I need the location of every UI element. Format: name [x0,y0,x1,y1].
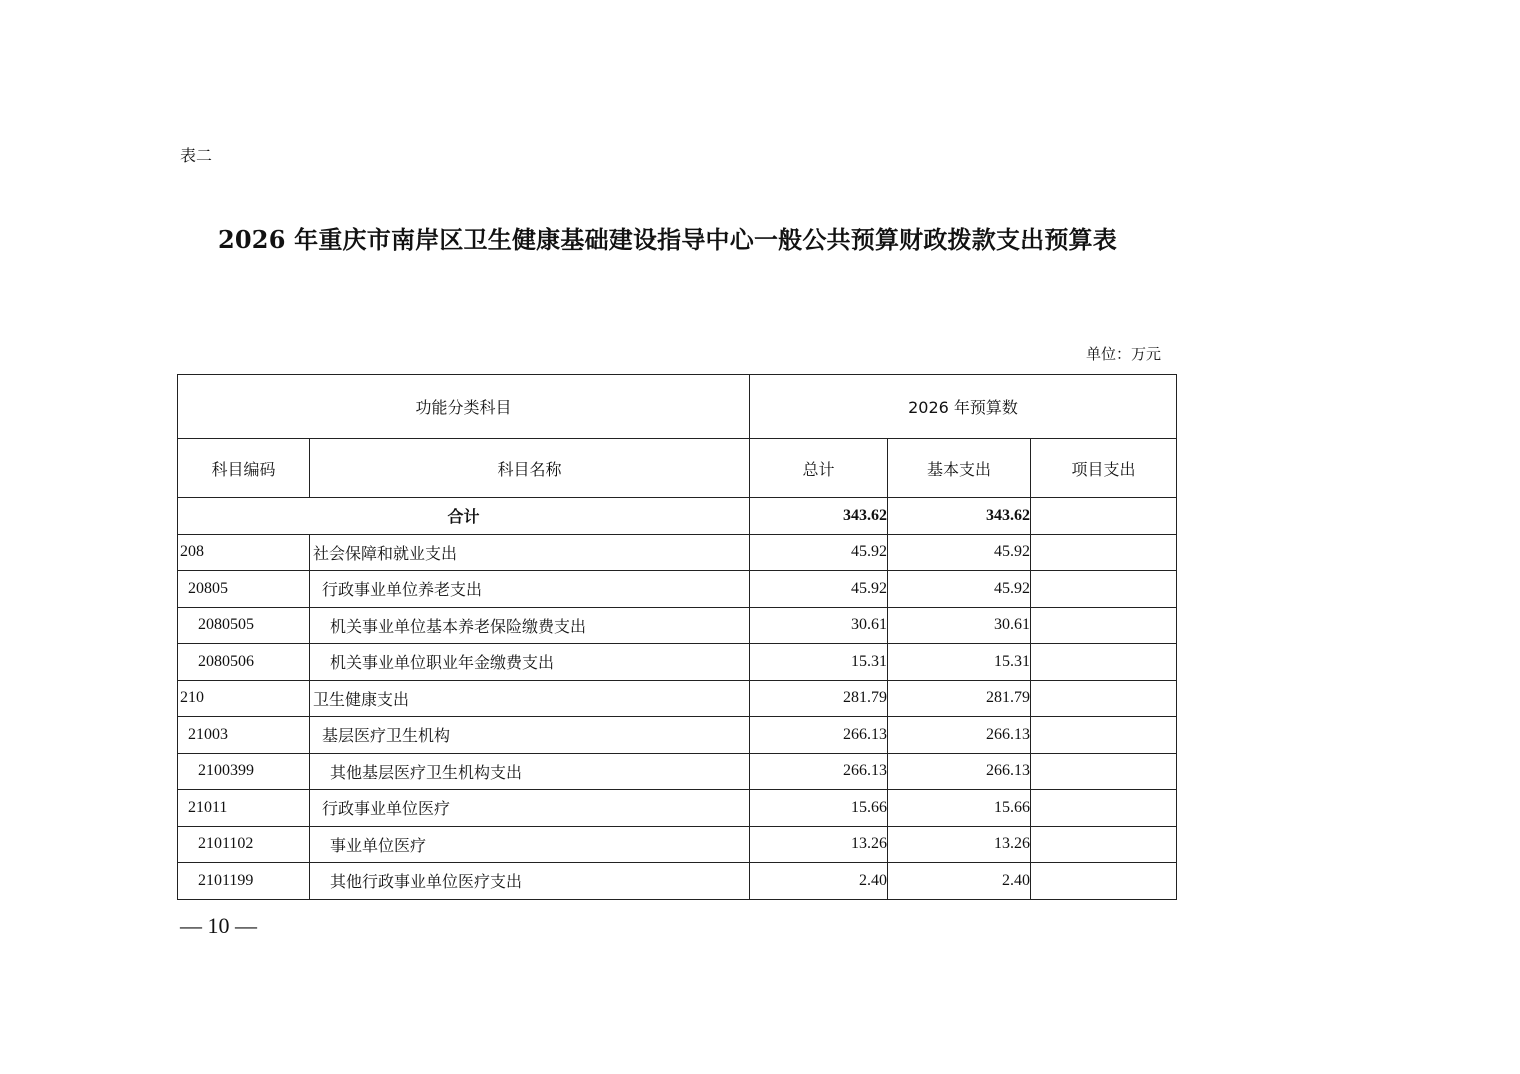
subject-name: 机关事业单位职业年金缴费支出 [310,644,750,681]
row-project [1031,826,1177,863]
page-title: 2026 年重庆市南岸区卫生健康基础建设指导中心一般公共预算财政拨款支出预算表 [218,225,1117,254]
subject-code: 2080505 [178,607,310,644]
row-basic: 30.61 [888,607,1031,644]
page-number: — 10 — [180,913,257,938]
row-basic: 45.92 [888,534,1031,571]
row-project [1031,717,1177,754]
row-project [1031,680,1177,717]
row-basic: 2.40 [888,863,1031,900]
row-basic: 15.31 [888,644,1031,681]
subject-code: 21011 [178,790,310,827]
total-basic-amount: 343.62 [888,498,1031,535]
subject-name: 其他基层医疗卫生机构支出 [310,753,750,790]
header-project-expenditure: 项目支出 [1031,439,1177,498]
subject-code: 2101199 [178,863,310,900]
row-total: 45.92 [750,534,888,571]
subject-name: 卫生健康支出 [310,680,750,717]
subject-name: 其他行政事业单位医疗支出 [310,863,750,900]
subject-name: 机关事业单位基本养老保险缴费支出 [310,607,750,644]
table-row [178,534,1177,571]
subject-code: 21003 [178,717,310,754]
header-basic-expenditure: 基本支出 [888,439,1031,498]
header-budget-2026: 2026 年预算数 [750,375,1177,439]
table-row [178,753,1177,790]
row-total: 45.92 [750,571,888,608]
row-basic: 15.66 [888,790,1031,827]
row-total: 13.26 [750,826,888,863]
subject-name: 行政事业单位医疗 [310,790,750,827]
row-basic: 281.79 [888,680,1031,717]
subject-code: 2100399 [178,753,310,790]
header-function-category: 功能分类科目 [178,375,750,439]
table-label: 表二 [180,146,213,165]
subject-name: 行政事业单位养老支出 [310,571,750,608]
total-amount: 343.62 [750,498,888,535]
header-group-row [178,375,1177,439]
subject-name: 社会保障和就业支出 [310,534,750,571]
subject-code: 20805 [178,571,310,608]
row-basic: 266.13 [888,717,1031,754]
total-project-amount [1031,498,1177,535]
subject-code: 2101102 [178,826,310,863]
row-project [1031,571,1177,608]
row-basic: 45.92 [888,571,1031,608]
header-subject-name: 科目名称 [310,439,750,498]
row-total: 15.66 [750,790,888,827]
row-project [1031,644,1177,681]
header-total: 总计 [750,439,888,498]
row-total: 2.40 [750,863,888,900]
subject-code: 2080506 [178,644,310,681]
table-row [178,607,1177,644]
total-row [178,498,1177,535]
unit-label: 单位：万元 [1086,345,1162,363]
row-total: 266.13 [750,753,888,790]
table-row [178,571,1177,608]
header-subject-code: 科目编码 [178,439,310,498]
subject-name: 事业单位医疗 [310,826,750,863]
table-row [178,826,1177,863]
row-project [1031,790,1177,827]
row-basic: 13.26 [888,826,1031,863]
table-row [178,863,1177,900]
row-project [1031,753,1177,790]
row-project [1031,534,1177,571]
row-project [1031,607,1177,644]
row-total: 30.61 [750,607,888,644]
row-basic: 266.13 [888,753,1031,790]
total-label: 合计 [178,498,750,535]
table-row [178,680,1177,717]
row-total: 15.31 [750,644,888,681]
budget-table [177,374,1177,900]
row-project [1031,863,1177,900]
table-row [178,790,1177,827]
subject-code: 208 [178,534,310,571]
table-row [178,644,1177,681]
header-column-row [178,439,1177,498]
table-row [178,717,1177,754]
subject-name: 基层医疗卫生机构 [310,717,750,754]
subject-code: 210 [178,680,310,717]
row-total: 281.79 [750,680,888,717]
row-total: 266.13 [750,717,888,754]
